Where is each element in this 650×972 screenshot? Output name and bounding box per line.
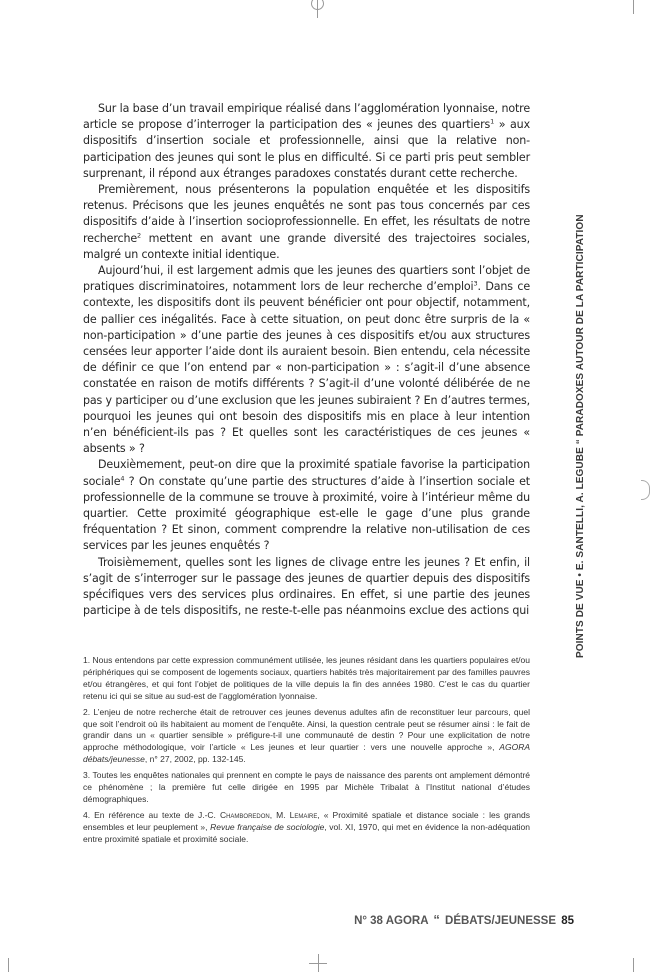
text-run: Troisièmement, quelles sont les lignes de clivage entre les jeunes ? Et enfin, il s’agit de s’interroger sur le passage des jeunes de quartier depuis des dispositifs spécifiques vers des services plus ordinaires. En effet, si une partie des jeunes participe à de tels dispositifs, ne reste-t-elle pas néanmoins exclue des actions qui [83, 555, 530, 618]
text-run: Sur la base d’un travail empirique réalisé dans l’agglomération lyonnaise, notre article se propose d’interroger la participation des « jeunes des quartiers [83, 102, 530, 132]
paragraph [83, 263, 530, 457]
paragraph [83, 182, 530, 263]
text-run: , vol. XI, 1970, qui met en évidence la non-adéquation entre proximité spatiale et proximité sociale. [83, 821, 530, 844]
text-run: Premièrement, nous présenterons la population enquêtée et les dispositifs retenus. Précisons que les jeunes enquêtés ne sont pas tous concernés par ces dispositifs d’aide à l’insertion socioprofessionnelle. En effet, les résultats de notre recherche [83, 183, 530, 245]
footnote [83, 707, 530, 767]
footnote [83, 655, 530, 703]
text-run: » aux dispositifs d’insertion sociale et professionnelle, ainsi que la relative non-participation des jeunes qui sont le plus en difficulté. Si ce parti pris peut sembler surprenant, il répond aux étranges paradoxes constatés durant cette recherche. [83, 118, 530, 180]
corner-mark-top-right [633, 0, 634, 14]
article-body [83, 101, 530, 620]
footnotes [83, 655, 530, 850]
text-run: , « Proximité spatiale et distance sociale : les grands ensembles et leur peuplement », [83, 809, 530, 832]
paragraph [83, 555, 530, 620]
footnote-reference: 2 [137, 230, 142, 239]
paragraph [83, 457, 530, 554]
footnote [83, 810, 530, 846]
registration-mark-top [311, 0, 324, 10]
footer-section: DÉBATS/JEUNESSE [445, 915, 556, 927]
italic-title: Revue française de sociologie [210, 821, 325, 832]
footnote-reference: 1 [490, 117, 495, 126]
page-number: 85 [561, 915, 574, 927]
author-name: Chamboredon [219, 809, 270, 820]
author-name: Lemaire [289, 809, 318, 820]
text-run: 3. Toutes les enquêtes nationales qui prennent en compte le pays de naissance des parents ont amplement démontré ce phénomène ; la première fut celle dirigée en 1995 par Michèle Tribalat à l’Institut national d’études démographiques. [83, 770, 530, 804]
text-run: Aujourd’hui, il est largement admis que les jeunes des quartiers sont l’objet de pratiques discriminatoires, notamment lors de leur recherche d’emploi [83, 264, 530, 294]
side-notch-mark [641, 480, 650, 500]
running-head-vertical: POINTS DE VUE • E. SANTELLI, A. LEGUBE “ PARADOXES AUTOUR DE LA PARTICIPATION [575, 214, 586, 658]
text-run: , n° 27, 2002, pp. 132-145. [144, 754, 246, 765]
text-run: . Dans ce contexte, les dispositifs dont ils peuvent bénéficier ont pour objectif, notamment, de pallier ces inégalités. Face à cette situation, on peut donc être surpris de la « non-participation » d’une partie des jeunes à ces dispositifs et/ou aux structures censées leur apporter l’aide dont ils auraient besoin. Bien entendu, cela nécessite de définir ce que l’on entend par « non-participation » : s’agit-il d’une absence constatée en raison de motifs différents ? S’agit-il d’une volonté délibérée de ne pas y participer ou d’une exclusion que les jeunes subiraient ? En d’autres termes, pourquoi les jeunes qui ont besoin des dispositifs mis en place à leur intention n’en bénéficient-ils pas ? Et quelles sont les caractéristiques de ces jeunes « absents » ? [83, 280, 531, 456]
text-run: 2. L’enjeu de notre recherche était de retrouver ces jeunes devenus adultes afin de reconstituer leur parcours, quel que soit l’endroit où ils habitaient au moment de l’enquête. Ainsi, la question centrale peut se résumer ainsi : le fait de grandir dans un « quartier sensible » préfigure-t-il une communauté de destin ? Pour une explicitation de notre approche méthodologique, voir l’article « Les jeunes et leur quartier : vers une nouvelle approche », [83, 706, 530, 753]
text-run: Deuxièmement, peut-on dire que la proximité spatiale favorise la participation sociale [83, 458, 530, 488]
footer-issue: N° 38 AGORA [354, 915, 429, 927]
text-run: ? On constate qu’une partie des structures d’aide à l’insertion sociale et professionnelle de la commune se trouve à proximité, voire à l’intérieur même du quartier. Cette proximité géographique est-elle le gage d’une plus grande fréquentation ? Et sinon, comment comprendre la relative non-utilisation de ces services par les jeunes enquêtés ? [83, 474, 530, 553]
italic-title: AGORA débats/jeunesse [83, 742, 530, 765]
paragraph [83, 101, 530, 182]
text-run: mettent en avant une grande diversité des trajectoires sociales, malgré un contexte initial identique. [83, 231, 530, 261]
footnote-reference: 3 [473, 279, 478, 288]
text-run: 4. En référence au texte de J.-C. [83, 809, 220, 820]
footer-separator: “ [433, 912, 440, 927]
text-run: , M. [269, 809, 290, 820]
text-run: 1. Nous entendons par cette expression communément utilisée, les jeunes résidant dans les quartiers populaires et/ou périphériques qui se composent de logements sociaux, quartiers habités très majoritairement par des familles pauvres et/ou étrangères, et qui font l’objet de politiques de la ville depuis la fin des années 1980. C’est le cas du quartier retenu ici qui se situe au sud-est de l’agglomération lyonnaise. [83, 655, 530, 701]
corner-mark-bottom-right [633, 958, 634, 972]
corner-mark-bottom-left [8, 958, 9, 972]
crop-mark-bottom-h [309, 963, 327, 964]
footnote-reference: 4 [120, 473, 125, 482]
footnote [83, 770, 530, 806]
page-footer [354, 912, 574, 927]
